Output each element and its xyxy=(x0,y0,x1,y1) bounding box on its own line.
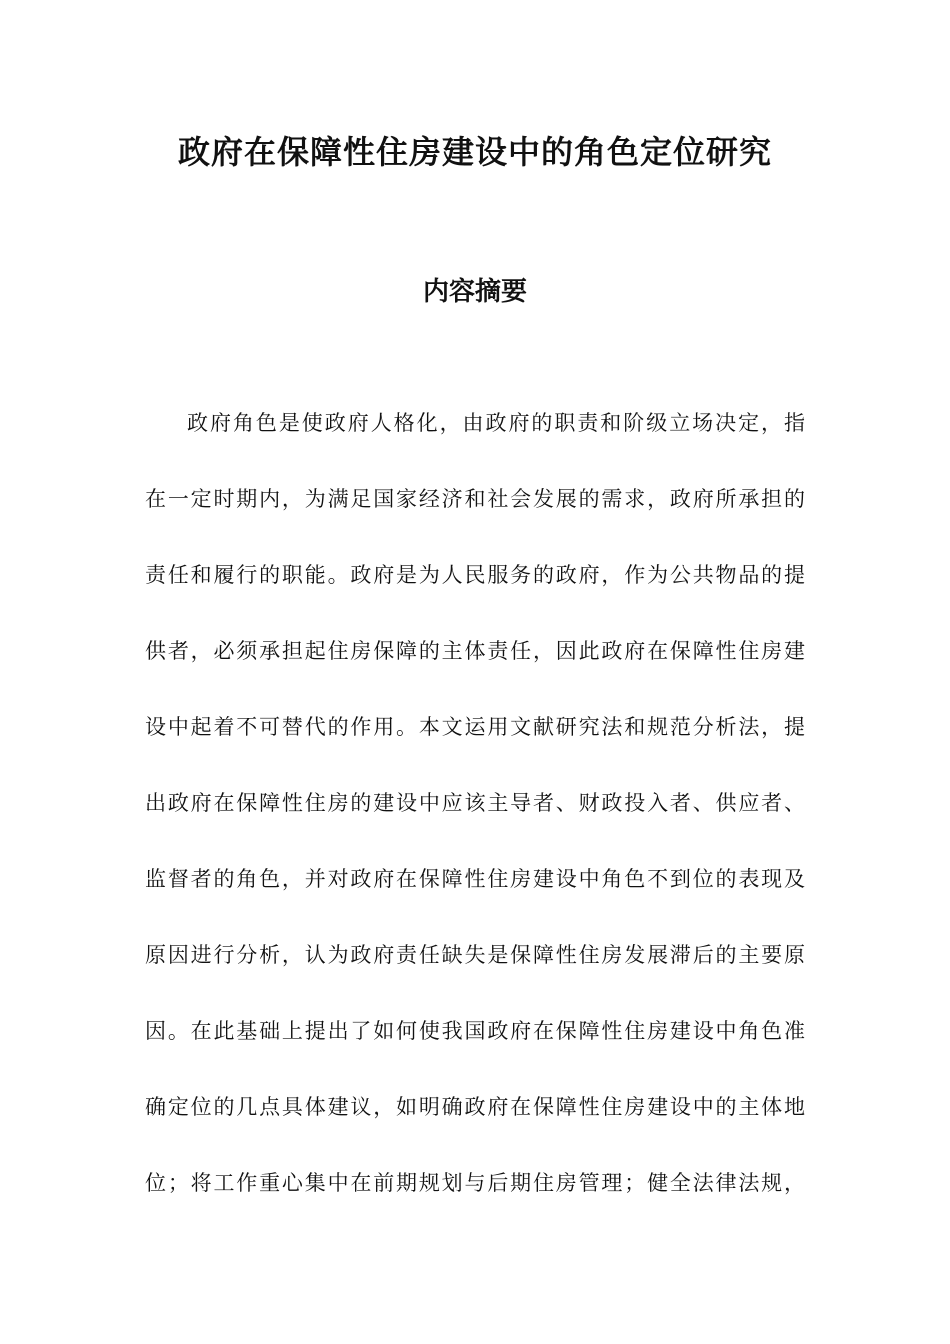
abstract-line: 供者，必须承担起住房保障的主体责任，因此政府在保障性住房建 xyxy=(145,639,805,663)
abstract-line: 出政府在保障性住房的建设中应该主导者、财政投入者、供应者、 xyxy=(145,791,805,815)
abstract-line: 因。在此基础上提出了如何使我国政府在保障性住房建设中角色准 xyxy=(145,1019,805,1043)
abstract-heading: 内容摘要 xyxy=(422,277,527,307)
document-title: 政府在保障性住房建设中的角色定位研究 xyxy=(177,133,772,171)
abstract-line: 在一定时期内，为满足国家经济和社会发展的需求，政府所承担的 xyxy=(145,487,805,511)
abstract-line: 确定位的几点具体建议，如明确政府在保障性住房建设中的主体地 xyxy=(145,1095,805,1119)
abstract-line: 位；将工作重心集中在前期规划与后期住房管理；健全法律法规， xyxy=(145,1171,805,1195)
abstract-line: 责任和履行的职能。政府是为人民服务的政府，作为公共物品的提 xyxy=(145,563,805,587)
abstract-body xyxy=(145,400,805,1236)
abstract-line: 设中起着不可替代的作用。本文运用文献研究法和规范分析法，提 xyxy=(145,715,805,739)
abstract-line: 监督者的角色，并对政府在保障性住房建设中角色不到位的表现及 xyxy=(145,867,805,891)
abstract-line: 政府角色是使政府人格化，由政府的职责和阶级立场决定，指 xyxy=(187,411,805,435)
abstract-line: 原因进行分析，认为政府责任缺失是保障性住房发展滞后的主要原 xyxy=(145,943,805,967)
